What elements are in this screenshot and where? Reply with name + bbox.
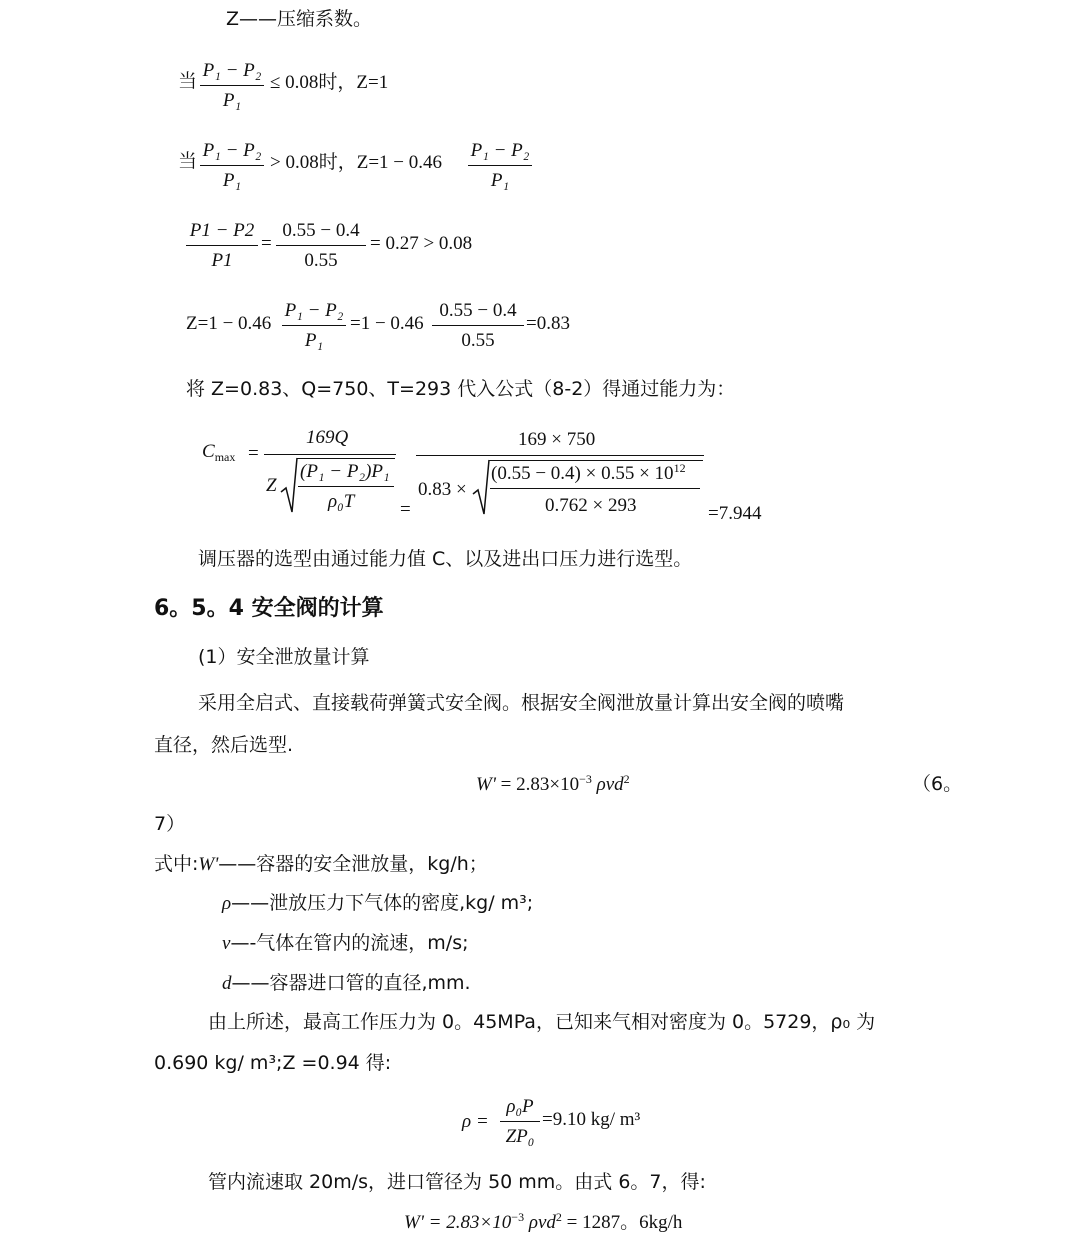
cond2-fraction: [200, 140, 264, 192]
rho-frac-den: ZP₀: [505, 1126, 535, 1147]
where-v-line: v—-气体在管内的流速，m/s;: [222, 932, 469, 954]
cond2-mid: > 0.08时，Z=1 − 0.46: [270, 152, 443, 173]
cond2-prefix: 当: [178, 150, 198, 172]
where-rho-line: ρ——泄放压力下气体的密度,kg/ m³;: [222, 892, 534, 914]
cmax-den2-inner-num: $(0.55 - 0.4) \times 0.55 \times 10^{12}$: [491, 461, 686, 484]
z-eq-frac2-num: 0.55 − 0.4: [439, 300, 517, 321]
cmax-den2-inner-bar: [490, 488, 700, 489]
cond1-frac-num: P₁ − P₂: [202, 60, 262, 81]
cmax-num2: 169 × 750: [518, 429, 596, 450]
sqrt-sign-1: [280, 456, 298, 516]
cmax-eq: =: [248, 443, 259, 464]
ratio-frac: [186, 220, 258, 272]
cmax-bar1: [264, 454, 396, 455]
paragraph-1-line-1: 采用全启式、直接载荷弹簧式安全阀。根据安全阀泄放量计算出安全阀的喷嘴: [198, 692, 845, 714]
paragraph-1-line-2: 直径，然后选型.: [154, 734, 294, 756]
equation-number-b: 7）: [154, 813, 186, 835]
sqrt-sign-2: [472, 458, 490, 518]
ratio-frac2-den: 0.55: [304, 250, 338, 271]
ratio-frac-2: [276, 220, 366, 272]
cmax-den1-inner-den: ρ₀T: [328, 491, 355, 512]
equation-number-a: （6。: [912, 773, 963, 795]
cmax-result: =7.944: [708, 503, 762, 524]
sqrt-overline-1: [297, 458, 395, 459]
cmax-label: $C_{max}$: [202, 441, 236, 464]
z-eq-frac-num: P₁ − P₂: [284, 300, 344, 321]
final-formula: $W' = 2.83\times 10^{-3}$ ρvd$^2$ = 1287。6kg/h: [404, 1210, 683, 1233]
ratio-frac-num: P1 − P2: [189, 220, 255, 241]
paragraph-2-line-2: 0.690 kg/ m³;Z =0.94 得:: [154, 1052, 392, 1074]
z-eq-prefix: Z=1 − 0.46: [186, 313, 272, 334]
cmax-den2-inner-den: 0.762 × 293: [545, 495, 637, 516]
paragraph-2-line-1: 由上所述，最高工作压力为 0。45MPa，已知来气相对密度为 0。5729，ρ₀ 为: [208, 1011, 876, 1033]
cmax-num1: 169Q: [306, 427, 349, 448]
cmax-bar2: [416, 455, 704, 456]
z-eq-frac2-den: 0.55: [461, 330, 495, 351]
z-eq-frac-den: P₁: [304, 330, 324, 351]
z-definition: Z——压缩系数。: [226, 8, 373, 30]
sqrt-overline-2: [489, 460, 703, 461]
ratio-frac2-num: 0.55 − 0.4: [282, 220, 360, 241]
ratio-result: = 0.27 > 0.08: [370, 233, 473, 254]
paragraph-3: 管内流速取 20m/s，进口管径为 50 mm。由式 6。7，得:: [208, 1171, 706, 1193]
substitute-text: 将 Z=0.83、Q=750、T=293 代入公式（8-2）得通过能力为：: [186, 378, 736, 400]
cond1-fraction: [200, 60, 264, 112]
z-eq-result: =0.83: [526, 313, 570, 334]
cond2-frac2-num: P₁ − P₂: [470, 140, 530, 161]
z-eq-frac-2: [432, 300, 524, 352]
rho-frac: [500, 1096, 540, 1148]
z-eq-frac: [282, 300, 346, 352]
cmax-den2-prefix: 0.83 ×: [418, 479, 467, 500]
cond1-prefix: 当: [178, 70, 198, 92]
cond2-fraction-2: [468, 140, 532, 192]
cond2-frac-num: P₁ − P₂: [202, 140, 262, 161]
ratio-frac-den: P1: [211, 250, 233, 271]
subsection-title: (1）安全泄放量计算: [198, 646, 370, 668]
cond1-suffix: ≤ 0.08时，Z=1: [270, 72, 389, 93]
cmax-den1-z: Z: [266, 475, 277, 496]
cmax-den1-inner-num: (P₁ − P₂)P₁: [300, 461, 390, 482]
rho-lhs: ρ =: [462, 1111, 489, 1132]
selection-text: 调压器的选型由通过能力值 C、以及进出口压力进行选型。: [198, 548, 693, 570]
cond1-frac-den: P₁: [222, 90, 242, 111]
where-d-line: d——容器进口管的直径,mm.: [222, 972, 471, 994]
cmax-eq2: =: [400, 499, 411, 520]
where-w-line: 式中:W'——容器的安全泄放量，kg/h；: [154, 853, 488, 875]
cond2-frac-den: P₁: [222, 170, 242, 191]
z-eq-mid: =1 − 0.46: [350, 313, 424, 334]
rho-result: =9.10 kg/ m³: [542, 1109, 641, 1130]
ratio-eq1: =: [261, 233, 272, 254]
section-heading: 6。5。4 安全阀的计算: [154, 596, 384, 621]
cond2-frac2-den: P₁: [490, 170, 510, 191]
cmax-den1-inner-bar: [298, 486, 394, 487]
formula-w-expr: $W' = 2.83\times 10^{-3}$ ρvd$^2$: [476, 772, 630, 795]
rho-frac-num: ρ₀P: [506, 1096, 534, 1117]
